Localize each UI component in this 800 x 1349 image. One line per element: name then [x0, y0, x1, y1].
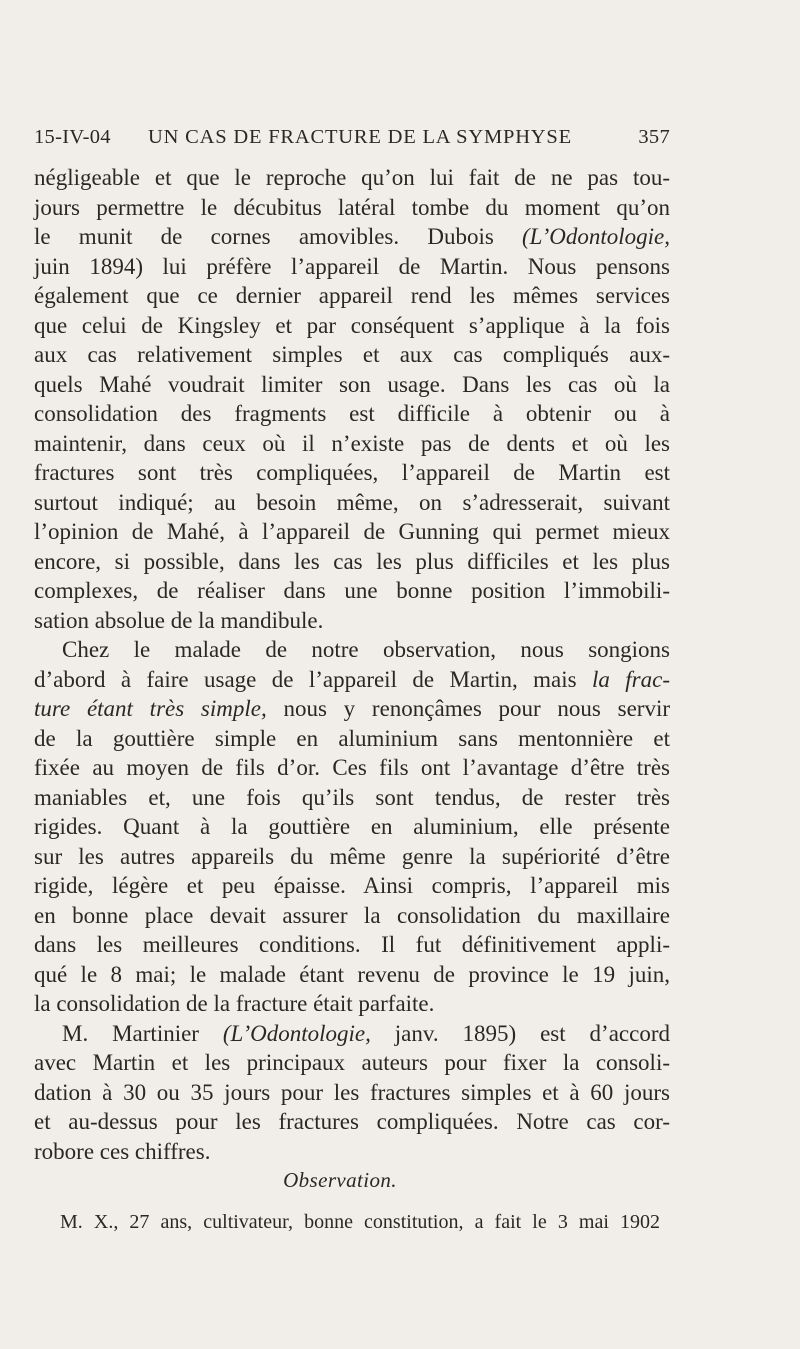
- text-line: juin 1894) lui préfère l’appareil de Martin. Nous pensons: [34, 253, 670, 279]
- journal-title: (L’Odontologie,: [222, 1020, 371, 1046]
- text-span: d’abord à faire usage de l’appareil de Martin, mais: [34, 666, 592, 692]
- text-line: sur les autres appareils du même genre la supériorité d’être: [34, 843, 670, 869]
- text-line: et au-dessus pour les fractures compliquées. Notre cas cor-: [34, 1109, 670, 1134]
- text-line: la consolidation de la fracture était parfaite.: [34, 991, 435, 1016]
- text-span: nous y renonçâmes pour nous servir: [266, 696, 670, 721]
- text-line: avec Martin et les principaux auteurs pour fixer la consoli-: [34, 1050, 670, 1075]
- text-line: [34, 694, 670, 724]
- text-line: de la gouttière simple en aluminium sans mentonnière et: [34, 725, 670, 751]
- journal-title: (L’Odontologie,: [522, 224, 670, 249]
- header-date: 15-IV-04: [34, 126, 111, 148]
- text-line: qué le 8 mai; le malade étant revenu de province le 19 juin,: [34, 961, 670, 987]
- text-line: [34, 1019, 670, 1049]
- text-span: M. Martinier: [62, 1020, 223, 1046]
- running-header: [34, 122, 670, 152]
- text-line: en bonne place devait assurer la consolidation du maxillaire: [34, 902, 670, 928]
- body-text: [34, 163, 670, 1166]
- text-line: sation absolue de la mandibule.: [34, 607, 324, 633]
- page-number: 357: [638, 126, 670, 148]
- italic-span: ture étant très simple,: [34, 696, 267, 721]
- text-line: aux cas relativement simples et aux cas compliqués aux-: [34, 342, 670, 367]
- text-span: janv. 1895) est d’accord: [370, 1020, 670, 1046]
- text-line: consolidation des fragments est difficile à obtenir ou à: [34, 401, 670, 426]
- text-line: maniables et, une fois qu’ils sont tendus, de rester très: [34, 784, 670, 810]
- text-line: dation à 30 ou 35 jours pour les fractures simples et à 60 jours: [34, 1079, 670, 1105]
- text-line: [34, 222, 670, 252]
- text-line: dans les meilleures conditions. Il fut définitivement appli-: [34, 932, 670, 957]
- header-title: UN CAS DE FRACTURE DE LA SYMPHYSE: [148, 126, 572, 148]
- text-line: fractures sont très compliquées, l’appareil de Martin est: [34, 460, 670, 485]
- text-line: rigides. Quant à la gouttière en aluminium, elle présente: [34, 814, 670, 839]
- text-line: Chez le malade de notre observation, nous songions: [62, 637, 670, 662]
- text-line: jours permettre le décubitus latéral tombe du moment qu’on: [34, 194, 670, 220]
- text-line: [34, 665, 670, 695]
- text-line: complexes, de réaliser dans une bonne position l’immobili-: [34, 578, 670, 603]
- italic-span: la frac-: [592, 666, 670, 692]
- text-line: négligeable et que le reproche qu’on lui fait de ne pas tou-: [34, 165, 670, 190]
- text-line: encore, si possible, dans les cas les plus difficiles et les plus: [34, 548, 670, 574]
- text-line: rigide, légère et peu épaisse. Ainsi compris, l’appareil mis: [34, 873, 670, 898]
- text-line: également que ce dernier appareil rend les mêmes services: [34, 283, 670, 308]
- text-line: quels Mahé voudrait limiter son usage. Dans les cas où la: [34, 371, 670, 397]
- text-span: le munit de cornes amovibles. Dubois: [34, 224, 522, 249]
- text-line: surtout indiqué; au besoin même, on s’adresserait, suivant: [34, 489, 670, 515]
- text-line: que celui de Kingsley et par conséquent s’applique à la fois: [34, 312, 670, 338]
- observation-first-line: M. X., 27 ans, cultivateur, bonne constitution, a fait le 3 mai 1902: [60, 1211, 660, 1233]
- text-line: robore ces chiffres.: [34, 1138, 211, 1164]
- text-line: maintenir, dans ceux où il n’existe pas de dents et où les: [34, 430, 670, 456]
- text-line: fixée au moyen de fils d’or. Ces fils ont l’avantage d’être très: [34, 755, 670, 780]
- observation-heading: Observation.: [283, 1168, 397, 1192]
- text-line: l’opinion de Mahé, à l’appareil de Gunning qui permet mieux: [34, 519, 670, 544]
